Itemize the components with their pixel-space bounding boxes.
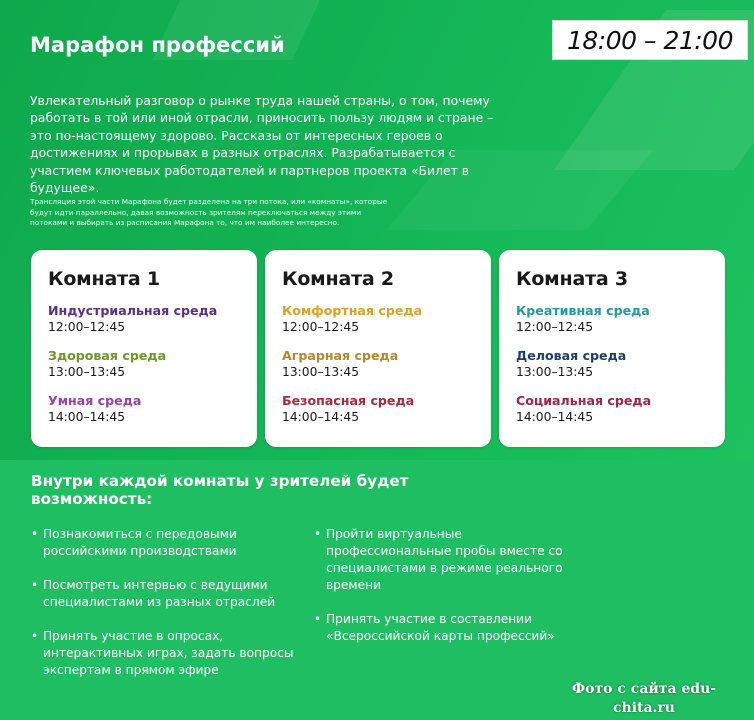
env-time: 14:00–14:45 — [516, 410, 594, 424]
env-time: 14:00–14:45 — [48, 410, 126, 424]
env-name: Здоровая среда — [48, 348, 167, 363]
room-card-3 — [499, 250, 725, 447]
env-item — [282, 347, 475, 381]
env-item — [516, 392, 709, 426]
env-item — [282, 302, 475, 336]
env-name: Социальная среда — [516, 393, 652, 408]
env-name: Безопасная среда — [282, 393, 415, 408]
env-time: 12:00–12:45 — [48, 320, 126, 334]
list-item — [31, 577, 301, 611]
env-name: Индустриальная среда — [48, 303, 218, 318]
page-title: Марафон профессий — [30, 33, 285, 57]
room-card-1 — [31, 250, 257, 447]
opportunities-list-right — [314, 526, 584, 662]
list-item-text: Познакомиться с передовыми российскими производствами — [43, 527, 237, 558]
list-item-text: Принять участие в опросах, интерактивных играх, задать вопросы экспертам в прямом эфире — [43, 629, 294, 677]
opportunities-list-left — [31, 526, 301, 696]
list-item-text: Посмотреть интервью с ведущими специалистами из разных отраслей — [43, 578, 276, 609]
broadcast-note: Трансляция этой части Марафона будет разделена на три потока, или «комнаты», которые будут идти параллельно, давая возможность зрителям переключаться между этими потоками и выбирать из расписания Марафона то, что им наиболее интересно. — [30, 197, 388, 228]
env-item — [48, 347, 241, 381]
bullet-icon: • — [31, 578, 39, 592]
lead-paragraph: Увлекательный разговор о рынке труда нашей страны, о том, почему работать в той или иной отрасли, приносить пользу людям и стране – это по-настоящему здорово. Рассказы от интересных героев о достижениях и прорывах в разных отраслях. Разрабатывается с участием ключевых работодателей и партнеров проекта «Билет в будущее». — [30, 93, 494, 196]
env-name: Умная среда — [48, 393, 142, 408]
env-name: Креативная среда — [516, 303, 650, 318]
env-time: 13:00–13:45 — [282, 365, 360, 379]
bullet-icon: • — [31, 527, 39, 541]
env-time: 14:00–14:45 — [282, 410, 360, 424]
photo-watermark: Фото с сайта edu-chita.ru — [571, 681, 717, 716]
list-item — [31, 628, 301, 679]
list-item — [31, 526, 301, 560]
env-item — [48, 392, 241, 426]
list-item — [314, 611, 584, 645]
env-name: Комфортная среда — [282, 303, 423, 318]
env-time: 13:00–13:45 — [516, 365, 594, 379]
bullet-icon: • — [314, 527, 322, 541]
env-time: 13:00–13:45 — [48, 365, 126, 379]
bullet-icon: • — [31, 629, 39, 643]
room-title: Комната 3 — [516, 268, 628, 290]
env-item — [516, 302, 709, 336]
time-badge: 18:00 – 21:00 — [552, 20, 748, 60]
env-item — [48, 302, 241, 336]
list-item — [314, 526, 584, 594]
opportunities-title: Внутри каждой комнаты у зрителей будет возможность: — [31, 472, 409, 508]
env-time: 12:00–12:45 — [282, 320, 360, 334]
room-card-2 — [265, 250, 491, 447]
env-name: Аграрная среда — [282, 348, 399, 363]
env-item — [282, 392, 475, 426]
env-time: 12:00–12:45 — [516, 320, 594, 334]
room-title: Комната 2 — [282, 268, 394, 290]
list-item-text: Пройти виртуальные профессиональные пробы вместе со специалистами в режиме реального времени — [326, 527, 563, 592]
bullet-icon: • — [314, 612, 322, 626]
room-title: Комната 1 — [48, 268, 160, 290]
list-item-text: Принять участие в составлении «Всероссийской карты профессий» — [326, 612, 555, 643]
env-item — [516, 347, 709, 381]
env-name: Деловая среда — [516, 348, 627, 363]
